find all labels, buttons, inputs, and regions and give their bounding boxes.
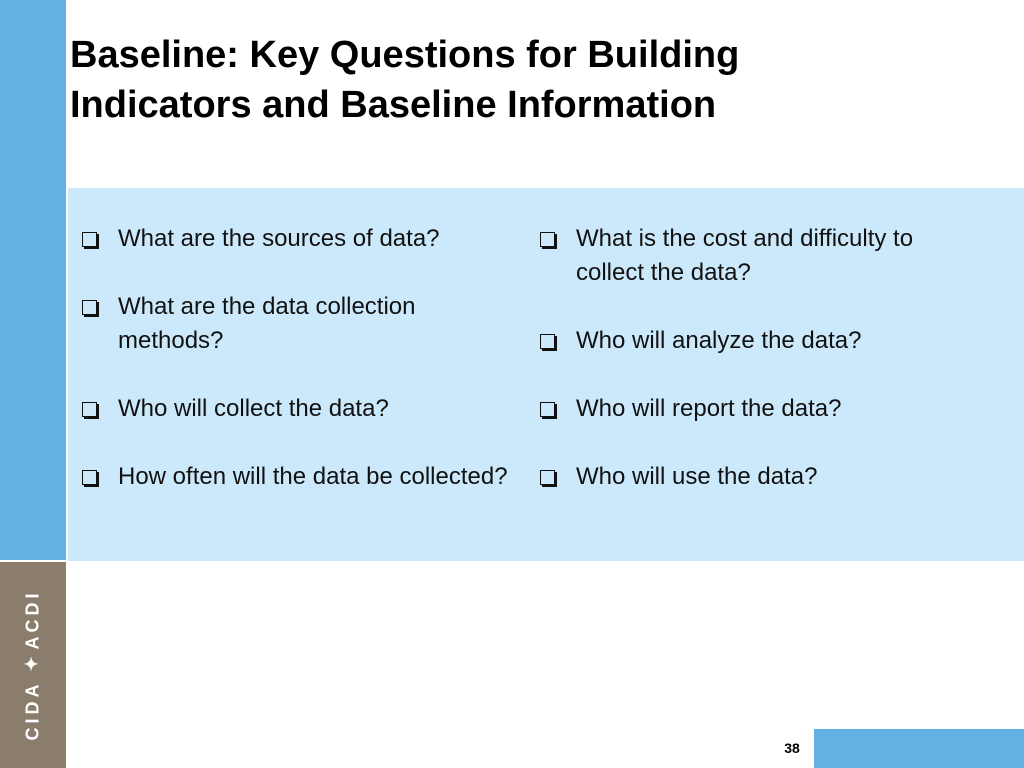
checkbox-bullet-icon [540, 232, 555, 247]
question-text: Who will analyze the data? [576, 327, 862, 354]
question-item [538, 460, 978, 494]
bottom-accent-bar [814, 729, 1024, 768]
logo-text-cida: CIDA [22, 680, 43, 741]
page-number: 38 [784, 740, 800, 756]
logo-text-acdi: ACDI [22, 589, 43, 650]
checkbox-bullet-icon [540, 470, 555, 485]
checkbox-bullet-icon [540, 402, 555, 417]
slide-title-line-1: Baseline: Key Questions for Building [70, 34, 740, 76]
question-text: Who will use the data? [576, 463, 818, 490]
questions-panel [68, 188, 1024, 561]
checkbox-bullet-icon [82, 470, 97, 485]
question-item [538, 392, 978, 426]
question-item [80, 460, 510, 494]
slide-title [70, 30, 1000, 130]
checkbox-bullet-icon [82, 232, 97, 247]
question-item [80, 222, 510, 256]
question-text: What is the cost and difficulty to collect the data? [576, 225, 914, 286]
checkbox-bullet-icon [82, 402, 97, 417]
checkbox-bullet-icon [540, 334, 555, 349]
left-accent-bar [0, 0, 66, 560]
question-item [538, 222, 978, 290]
question-item [80, 290, 510, 358]
question-text: What are the data collection methods? [118, 293, 416, 354]
slide-title-line-2: Indicators and Baseline Information [70, 84, 717, 126]
questions-left-column [80, 222, 510, 528]
cida-acdi-logo-text [23, 589, 44, 740]
question-text: Who will collect the data? [118, 395, 389, 422]
questions-right-column [538, 222, 978, 528]
question-item [80, 392, 510, 426]
question-text: How often will the data be collected? [118, 463, 508, 490]
question-item [538, 324, 978, 358]
question-text: Who will report the data? [576, 395, 842, 422]
maple-leaf-icon: ✦ [23, 654, 43, 675]
question-text: What are the sources of data? [118, 225, 440, 252]
checkbox-bullet-icon [82, 300, 97, 315]
